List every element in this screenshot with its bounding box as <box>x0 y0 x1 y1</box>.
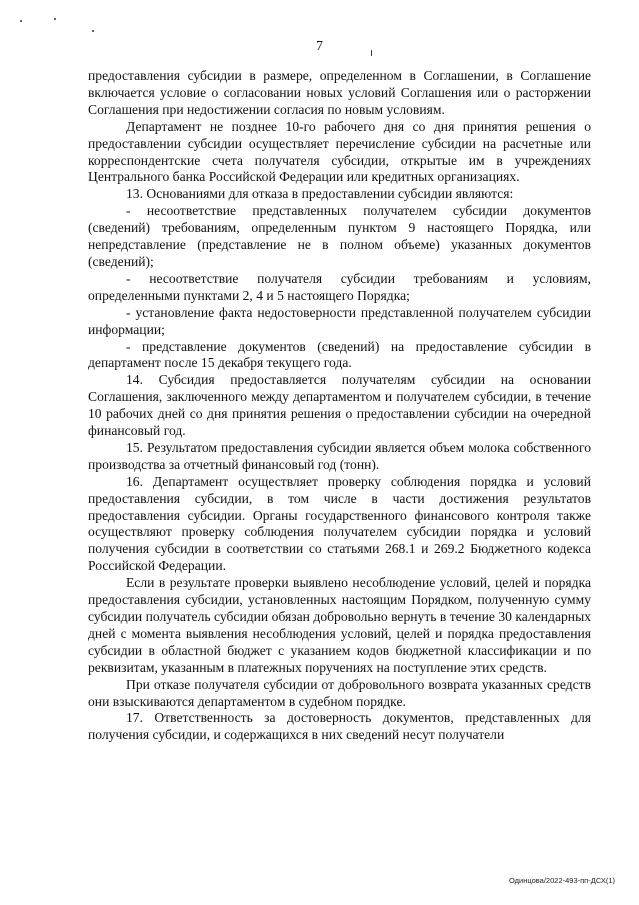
paragraph: предоставления субсидии в размере, определенном в Соглашении, в Соглашение включается условие о согласовании новых условий Соглашения или о расторжении Соглашения при недостижении согласия по новым условиям. <box>88 68 591 117</box>
paragraph: При отказе получателя субсидии от добровольного возврата указанных средств они взыскиваются департаментом в судебном порядке. <box>88 676 591 709</box>
scan-speck <box>20 20 22 22</box>
scan-speck <box>92 30 94 32</box>
paragraph: 15. Результатом предоставления субсидии является объем молока собственного производства за отчетный финансовый год (тонн). <box>88 439 591 472</box>
page-number: 7 <box>316 38 323 53</box>
paragraph: Департамент не позднее 10-го рабочего дня со дня принятия решения о предоставлении субсидии осуществляет перечисление субсидии на расчетные или корреспондентские счета получателя субсидии, открытые им в учреждениях Центрального банка Российской Федерации или кредитных организациях. <box>88 118 591 185</box>
paragraph: - несоответствие получателя субсидии требованиям и условиям, определенными пунктами 2, 4 и 5 настоящего Порядка; <box>88 270 591 303</box>
paragraph: - несоответствие представленных получателем субсидии документов (сведений) требованиям, определенным пунктом 9 настоящего Порядка, или непредставление (представление не в полном объеме) указанных документов (сведений); <box>88 203 591 269</box>
document-body <box>88 68 591 744</box>
paragraph: - установление факта недостоверности представленной получателем субсидии информации; <box>88 304 591 337</box>
paragraph: 17. Ответственность за достоверность документов, представленных для получения субсидии, и содержащихся в них сведений несут получатели <box>88 710 591 743</box>
paragraph: 13. Основаниями для отказа в предоставлении субсидии являются: <box>126 186 514 202</box>
scan-speck <box>54 18 56 20</box>
paragraph: 16. Департамент осуществляет проверку соблюдения порядка и условий предоставления субсидии, в том числе в части достижения результатов предоставления субсидии. Органы государственного финансового контроля также осуществляют проверку соблюдения получателем субсидии порядка и условий получения субсидии в соответствии со статьями 268.1 и 269.2 Бюджетного кодекса Российской Федерации. <box>88 473 591 574</box>
paragraph: 14. Субсидия предоставляется получателям субсидии на основании Соглашения, заключенного между департаментом и получателем субсидии, в течение 10 рабочих дней со дня принятия решения о предоставлении субсидии на очередной финансовый год. <box>88 372 591 439</box>
paragraph: - представление документов (сведений) на предоставление субсидии в департамент после 15 декабря текущего года. <box>88 338 591 371</box>
paragraph: Если в результате проверки выявлено несоблюдение условий, целей и порядка предоставления субсидии, установленных настоящим Порядком, полученную сумму субсидии получатель субсидии обязан добровольно вернуть в течение 30 календарных дней с момента выявления несоблюдения условий, целей и порядка предоставления субсидии в областной бюджет с указанием кодов бюджетной классификации и по реквизитам, указанным в платежных поручениях на поступление этих средств. <box>88 575 591 675</box>
footer-document-reference: Одинцова/2022-493-пп-ДСХ(1) <box>509 876 615 885</box>
